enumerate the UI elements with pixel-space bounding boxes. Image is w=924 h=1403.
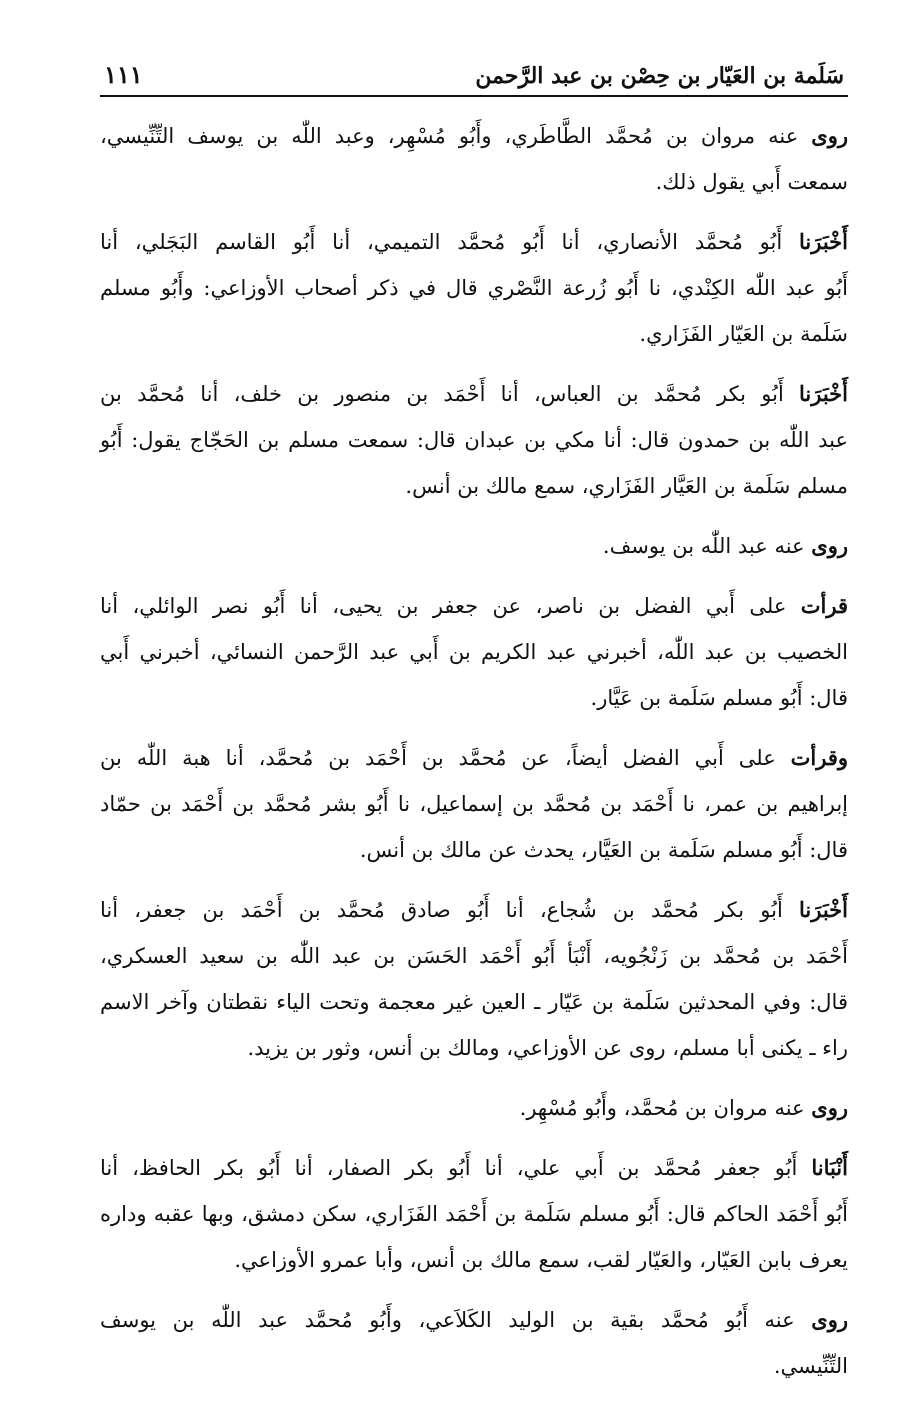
paragraph	[100, 1085, 848, 1131]
text-line: سَلَمة بن العَيّار الفَزَاري.	[639, 322, 848, 346]
text-line: راء ـ يكنى أبا مسلم، روى عن الأوزاعي، ومالك بن أنس، وثور بن يزيد.	[247, 1036, 848, 1060]
paragraph	[100, 219, 848, 357]
page-number: ١١١	[104, 60, 143, 89]
text-line: روى عنه عبد اللّٰه بن يوسف.	[602, 533, 848, 558]
text-line: مسلم سَلَمة بن العَيَّار الفَزَاري، سمع مالك بن أنس.	[405, 474, 848, 498]
lead-word: أَخْبَرَنا	[799, 381, 848, 406]
text-line: سمعت أَبي يقول ذلك.	[655, 170, 848, 194]
text-line: الخصيب بن عبد اللّٰه، أخبرني عبد الكريم بن أَبي عبد الرَّحمن النسائي، أخبرني أَبي	[100, 640, 848, 664]
lead-word: أَخْبَرَنا	[799, 229, 848, 254]
text-line: أَخْبَرَنا أَبُو مُحمَّد الأنصاري، أنا أَبُو مُحمَّد التميمي، أنا أَبُو القاسم البَجَلي، أنا	[100, 229, 848, 254]
paragraph	[100, 523, 848, 569]
text-line: أَحْمَد بن مُحمَّد بن زَنْجُويه، أَنْبَأ أَبُو أَحْمَد الحَسَن بن عبد اللّٰه بن سعيد العسكري،	[100, 944, 848, 968]
text-line: أَنْبَانا أَبُو جعفر مُحمَّد بن أَبي علي، أنا أَبُو بكر الصفار، أنا أَبُو بكر الحافظ، أنا	[100, 1155, 848, 1180]
lead-word: قرأت	[800, 593, 848, 618]
lead-word: أَخْبَرَنا	[799, 897, 848, 922]
text-line: أَخْبَرَنا أَبُو بكر مُحمَّد بن شُجاع، أنا أَبُو صادق مُحمَّد بن أَحْمَد بن جعفر، أنا	[100, 897, 848, 922]
lead-word: روى	[811, 123, 848, 148]
lead-word: وقرأت	[790, 745, 848, 770]
paragraph	[100, 371, 848, 509]
text-line: قال: أَبُو مسلم سَلَمة بن العَيَّار، يحدث عن مالك بن أنس.	[359, 838, 848, 862]
text-line: أَبُو عبد اللّٰه الكِنْدي، نا أَبُو زُرعة النَّصْري قال في ذكر أصحاب الأوزاعي: وأَبُو مسلم	[100, 276, 848, 300]
lead-word: روى	[811, 1095, 848, 1120]
paragraph	[100, 583, 848, 721]
paragraph	[100, 735, 848, 873]
text-line: قرأت على أَبي الفضل بن ناصر، عن جعفر بن يحيى، أنا أَبُو نصر الوائلي، أنا	[100, 593, 848, 618]
paragraph	[100, 113, 848, 205]
text-line: قال: أَبُو مسلم سَلَمة بن عَيَّار.	[590, 686, 848, 710]
text-body	[100, 113, 848, 1389]
text-line: عبد اللّٰه بن حمدون قال: أنا مكي بن عبدان قال: سمعت مسلم بن الحَجّاج يقول: أَبُو	[100, 428, 848, 452]
text-line: قال: وفي المحدثين سَلَمة بن عَيّار ـ العين غير معجمة وتحت الياء نقطتان وآخر الاسم	[100, 990, 848, 1014]
text-line: يعرف بابن العَيّار، والعَيّار لقب، سمع مالك بن أنس، وأبا عمرو الأوزاعي.	[234, 1248, 848, 1272]
lead-word: روى	[811, 1307, 848, 1332]
lead-word: روى	[811, 533, 848, 558]
text-line: روى عنه مروان بن مُحمَّد الطَّاطَري، وأَبُو مُسْهِر، وعبد اللّٰه بن يوسف التِّنِّيسي،	[100, 123, 848, 148]
paragraph	[100, 1145, 848, 1283]
text-line: أَبُو أَحْمَد الحاكم قال: أَبُو مسلم سَلَمة بن أَحْمَد الفَزَاري، سكن دمشق، وبها عقبه وداره	[100, 1202, 848, 1226]
text-line: أَخْبَرَنا أَبُو بكر مُحمَّد بن العباس، أنا أَحْمَد بن منصور بن خلف، أنا مُحمَّد بن	[100, 381, 848, 406]
text-line: وقرأت على أَبي الفضل أيضاً، عن مُحمَّد بن أَحْمَد بن مُحمَّد، أنا هبة اللّٰه بن	[100, 745, 848, 770]
header-title: سَلَمة بن العَيّار بن حِصْن بن عبد الرَّحمن	[475, 63, 844, 89]
text-line: روى عنه أَبُو مُحمَّد بقية بن الوليد الكَلاَعي، وأَبُو مُحمَّد عبد اللّٰه بن يوسف	[100, 1307, 848, 1332]
paragraph	[100, 1297, 848, 1389]
text-line: إبراهيم بن عمر، نا أَحْمَد بن مُحمَّد بن إسماعيل، نا أَبُو بشر مُحمَّد بن أَحْمَد بن حمّاد	[100, 792, 848, 816]
running-header	[100, 60, 848, 97]
text-line: روى عنه مروان بن مُحمَّد، وأَبُو مُسْهِر.	[519, 1095, 848, 1120]
lead-word: أَنْبَانا	[811, 1155, 848, 1180]
book-page	[100, 60, 848, 1403]
paragraph	[100, 887, 848, 1071]
text-line: التِّنِّيسي.	[773, 1354, 848, 1378]
